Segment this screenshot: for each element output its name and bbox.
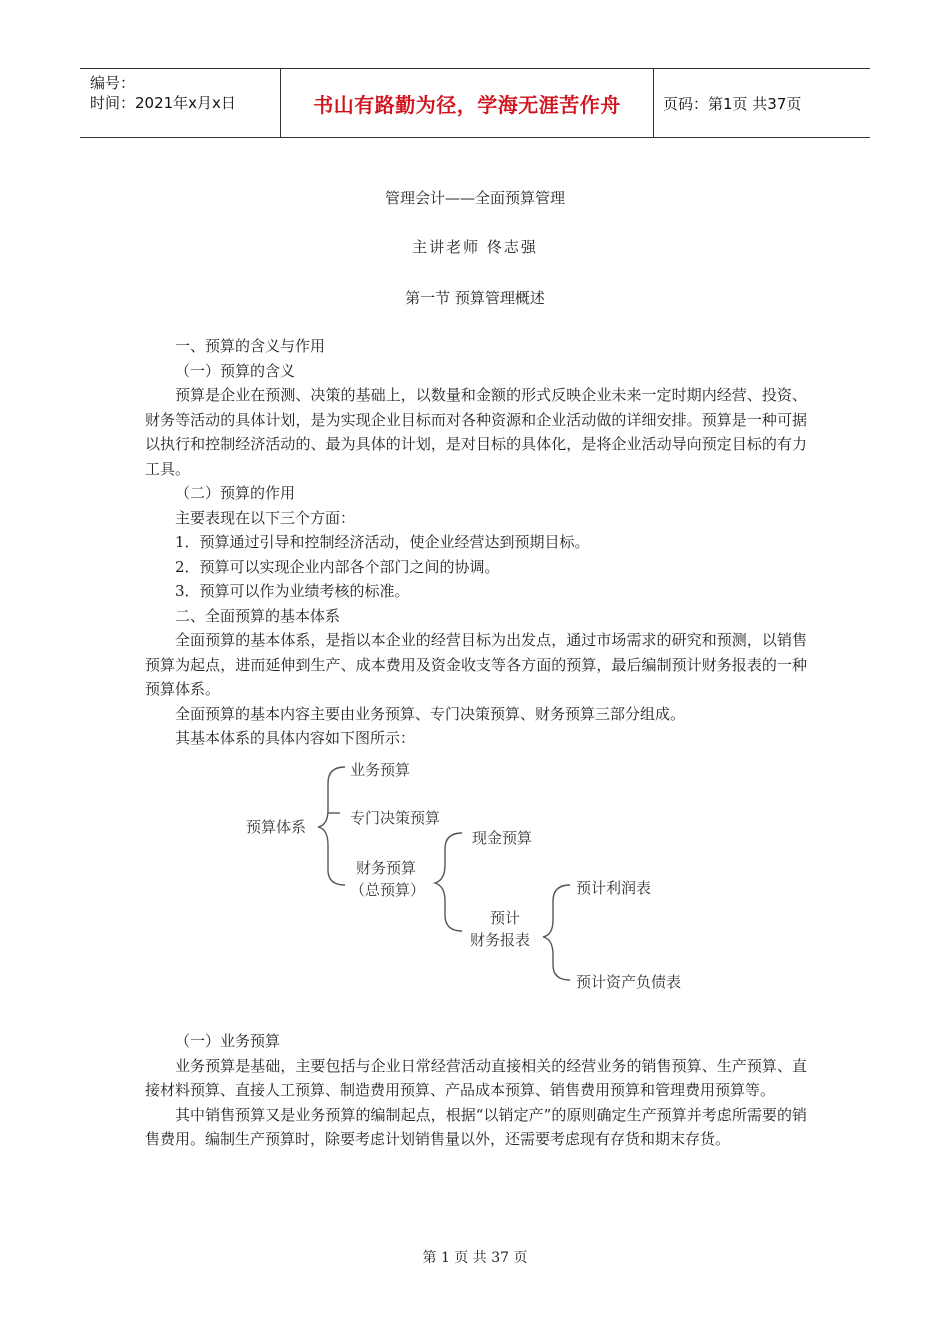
paragraph: 全面预算的基本体系，是指以本企业的经营目标为出发点，通过市场需求的研究和预测，以销售预算为起点，进而延伸到生产、成本费用及资金收支等各方面的预算，最后编制预计财务报表的一种预算体系。	[145, 631, 807, 698]
paragraph: 1．预算通过引导和控制经济活动，使企业经营达到预期目标。	[175, 533, 590, 551]
paragraph: （一）预算的含义	[175, 361, 296, 380]
time-label: 时间：2021年x月x日	[90, 94, 236, 112]
paragraph: 业务预算是基础，主要包括与企业日常经营活动直接相关的经营业务的销售预算、生产预算、直接材料预算、直接人工预算、制造费用预算、产品成本预算、销售费用预算和管理费用预算等。	[145, 1056, 807, 1099]
paragraph: 3．预算可以作为业绩考核的标准。	[175, 582, 410, 600]
diagram-income-statement: 预计利润表	[576, 879, 652, 897]
paragraph: （二）预算的作用	[175, 484, 296, 502]
motto-text: 书山有路勤为径，学海无涯苦作舟	[313, 92, 621, 117]
lecturer-line: 主讲老师 佟志强	[412, 238, 538, 256]
header-table	[80, 68, 870, 138]
chapter-heading: 第一节 预算管理概述	[405, 289, 545, 307]
diagram-business-budget: 业务预算	[350, 761, 411, 779]
paragraph: 二、全面预算的基本体系	[175, 606, 341, 625]
diagram-financial-budget: 财务预算	[356, 859, 417, 877]
paragraph: 其中销售预算又是业务预算的编制起点，根据“以销定产”的原则确定生产预算并考虑所需要的销售费用。编制生产预算时，除要考虑计划销售量以外，还需要考虑现有存货和期末存货。	[145, 1105, 807, 1148]
diagram-balance-sheet: 预计资产负债表	[576, 973, 682, 991]
diagram-statements-1: 预计	[490, 909, 521, 927]
number-label: 编号：	[90, 74, 136, 92]
diagram-cash-budget: 现金预算	[472, 829, 533, 847]
diagram-root: 预算体系	[246, 818, 307, 836]
diagram-special-budget: 专门决策预算	[350, 809, 441, 827]
diagram-financial-budget-sub: （总预算）	[350, 881, 426, 899]
paragraph: 2．预算可以实现企业内部各个部门之间的协调。	[175, 557, 500, 576]
body-section-1	[145, 334, 807, 751]
paragraph: 主要表现在以下三个方面：	[175, 508, 356, 527]
paragraph: 预算是企业在预测、决策的基础上，以数量和金额的形式反映企业未来一定时期内经营、投资、财务等活动的具体计划，是为实现企业目标而对各种资源和企业活动做的详细安排。预算是一种可据以执行和控制经济活动的、最为具体的计划，是对目标的具体化，是将企业活动导向预定目标的有力工具。	[145, 386, 807, 478]
header-left-cell	[80, 69, 280, 137]
page-info: 页码：第1页 共37页	[663, 94, 802, 113]
paragraph: 其基本体系的具体内容如下图所示：	[175, 729, 416, 747]
header-motto-cell	[280, 69, 654, 137]
body-section-2	[145, 1029, 807, 1152]
paragraph: 全面预算的基本内容主要由业务预算、专门决策预算、财务预算三部分组成。	[175, 704, 686, 723]
page-footer: 第 1 页 共 37 页	[422, 1250, 528, 1266]
paragraph: 一、预算的含义与作用	[175, 337, 326, 355]
budget-system-diagram	[240, 755, 710, 1000]
document-title: 管理会计——全面预算管理	[384, 189, 565, 207]
paragraph: （一）业务预算	[175, 1032, 281, 1050]
diagram-statements-2: 财务报表	[470, 931, 531, 949]
